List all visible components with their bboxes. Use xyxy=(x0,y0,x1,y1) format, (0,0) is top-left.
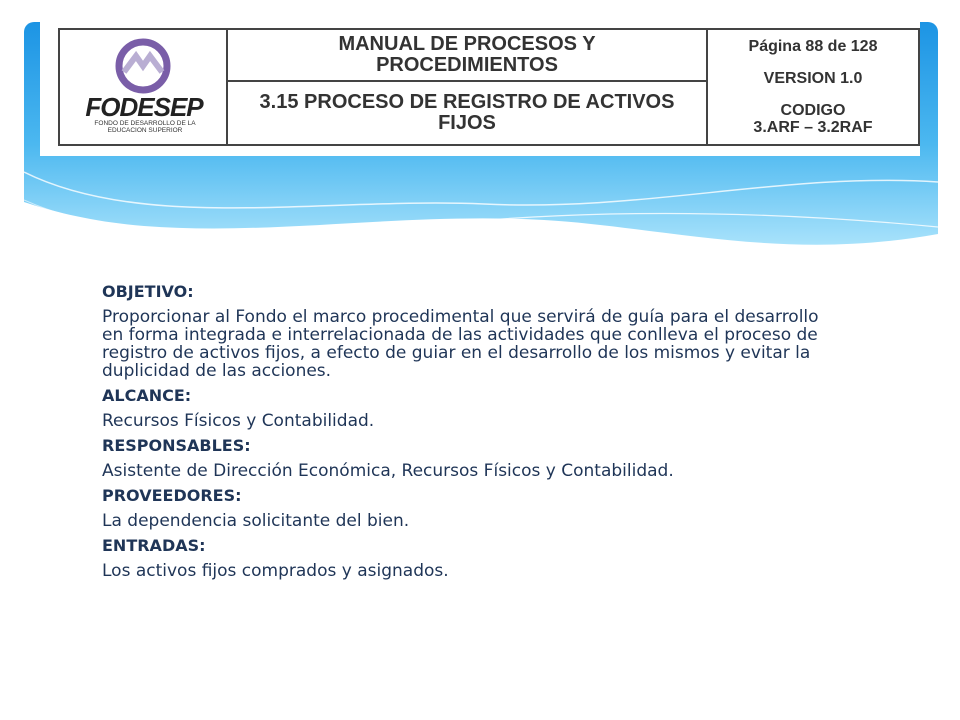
objetivo-section xyxy=(102,282,822,380)
entradas-heading: ENTRADAS: xyxy=(102,536,206,555)
process-title-cell xyxy=(228,82,708,144)
responsables-text: Asistente de Dirección Económica, Recursos Físicos y Contabilidad. xyxy=(102,461,674,481)
manual-title: MANUAL DE PROCESOS Y PROCEDIMIENTOS xyxy=(338,33,596,76)
code-value: 3.ARF – 3.2RAF xyxy=(753,118,873,136)
process-title: 3.15 PROCESO DE REGISTRO DE ACTIVOS FIJOS xyxy=(259,91,675,134)
objetivo-heading: OBJETIVO: xyxy=(102,282,194,301)
entradas-section xyxy=(102,536,822,580)
responsables-heading: RESPONSABLES: xyxy=(102,436,251,455)
page-number: Página 88 de 128 xyxy=(748,37,878,55)
proveedores-text: La dependencia solicitante del bien. xyxy=(102,511,410,531)
body-content xyxy=(102,282,822,586)
alcance-section xyxy=(102,386,822,430)
logo-cell xyxy=(60,30,228,144)
proveedores-heading: PROVEEDORES: xyxy=(102,486,242,505)
code-label: CODIGO xyxy=(780,101,846,119)
logo-name: FODESEP xyxy=(85,92,203,122)
proveedores-section xyxy=(102,486,822,530)
document-header xyxy=(40,22,920,156)
objetivo-text: Proporcionar al Fondo el marco procedimental que servirá de guía para el desarrollo en forma integrada e interrelacionada de las actividades que conlleva el proceso de registro de activos fijos, a efecto de guiar en el desarrollo de los mismos y evitar la duplicidad de las acciones. xyxy=(102,307,819,381)
alcance-heading: ALCANCE: xyxy=(102,386,192,405)
version-label: VERSION 1.0 xyxy=(763,69,863,87)
alcance-text: Recursos Físicos y Contabilidad. xyxy=(102,411,375,431)
responsables-section xyxy=(102,436,822,480)
logo-subtitle: FONDO DE DESARROLLO DE LA EDUCACION SUPERIOR xyxy=(94,120,196,134)
header-grid xyxy=(58,28,920,146)
fodesep-logo-icon xyxy=(108,38,178,94)
entradas-text: Los activos fijos comprados y asignados. xyxy=(102,561,449,581)
manual-title-cell xyxy=(228,30,708,82)
document-info-cell xyxy=(708,30,918,144)
